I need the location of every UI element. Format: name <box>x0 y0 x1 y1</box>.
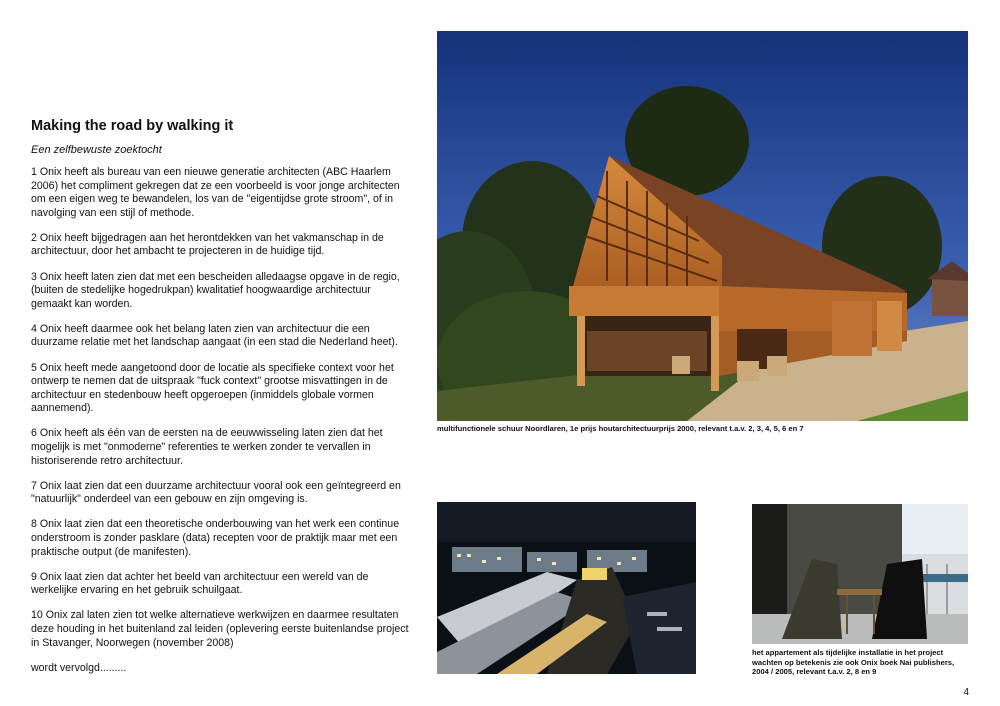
paragraph-6: 6 Onix heeft als één van de eersten na de eeuwwisseling laten zien dat het mogelijk is met "onmoderne" referenties te werken zonder te vervallen in historiserende retro architectuur. <box>31 427 383 467</box>
paragraph-5: 5 Onix heeft mede aangetoond door de locatie als specifieke context voor het ontwerp te nemen dat de uitspraak "fuck context" grootse misvattingen in de architectuur en stedenbouw heeft opgeroepen (inmiddels globale vormen aannemend). <box>31 361 394 415</box>
paragraph-8: 8 Onix laat zien dat een theoretische onderbouwing van het werk een continue onderstroom is zonder pasklare (data) recepten voor de praktijk maar met een praktische output (de manifesten). <box>31 518 400 558</box>
apartment-photo <box>752 504 968 644</box>
page-number: 4 <box>963 687 969 698</box>
paragraph-9: 9 Onix laat zien dat achter het beeld van architectuur een wereld van de werkelijke ervaring en het gebruik schuilgaat. <box>31 570 369 597</box>
closing-line: wordt vervolgd......... <box>31 661 127 674</box>
page-subtitle: Een zelfbewuste zoektocht <box>31 144 162 156</box>
barn-photo <box>437 31 968 421</box>
paragraph-3: 3 Onix heeft laten zien dat met een bescheiden alledaagse opgave in de regio, (buiten de stedelijke hogedrukpan) kwalitatief hoogwaardige architectuur gemaakt kan worden. <box>31 270 400 310</box>
night-city-illustration <box>437 502 696 674</box>
paragraph-4: 4 Onix heeft daarmee ook het belang laten zien van architectuur die een duurzame relatie met het landschap aangaat (in een stad die Nederland heet). <box>31 322 398 349</box>
text-column <box>31 118 411 687</box>
paragraph-1: 1 Onix heeft als bureau van een nieuwe generatie architecten (ABC Haarlem 2006) het compliment gekregen dat ze een voorbeeld is voor jonge architecten om een eigen weg te bewandelen, los van de "eigentijdse grote stroom", of in navolging van een stijl of methode. <box>31 166 400 219</box>
apartment-caption: het appartement als tijdelijke installatie in het project wachten op betekenis zie ook Onix boek Nai publishers, 2004 / 2005, relevant t.a.v. 2, 8 en 9 <box>752 648 955 677</box>
paragraph-7: 7 Onix laat zien dat een duurzame architectuur vooral ook een geïntegreerd en "natuurlijk" onderdeel van een gebouw en zijn omgeving is. <box>31 479 401 506</box>
barn-caption: multifunctionele schuur Noordlaren, 1e prijs houtarchitectuurprijs 2000, relevant t.a.v. 2, 3, 4, 5, 6 en 7 <box>437 424 804 433</box>
night-city-photo <box>437 502 696 674</box>
page-title: Making the road by walking it <box>31 118 234 134</box>
apartment-illustration <box>752 504 968 644</box>
barn-illustration <box>437 31 968 421</box>
paragraph-2: 2 Onix heeft bijgedragen aan het herontdekken van het vakmanschap in de architectuur, door het ambacht te projecteren in de huidige tijd. <box>31 231 384 258</box>
paragraph-10: 10 Onix zal laten zien tot welke alternatieve werkwijzen en daarmee resultaten deze houding in het buitenland zal leiden (oplevering eerste buitenlandse project in Stavanger, Noorwegen (november 2008) <box>31 609 409 649</box>
